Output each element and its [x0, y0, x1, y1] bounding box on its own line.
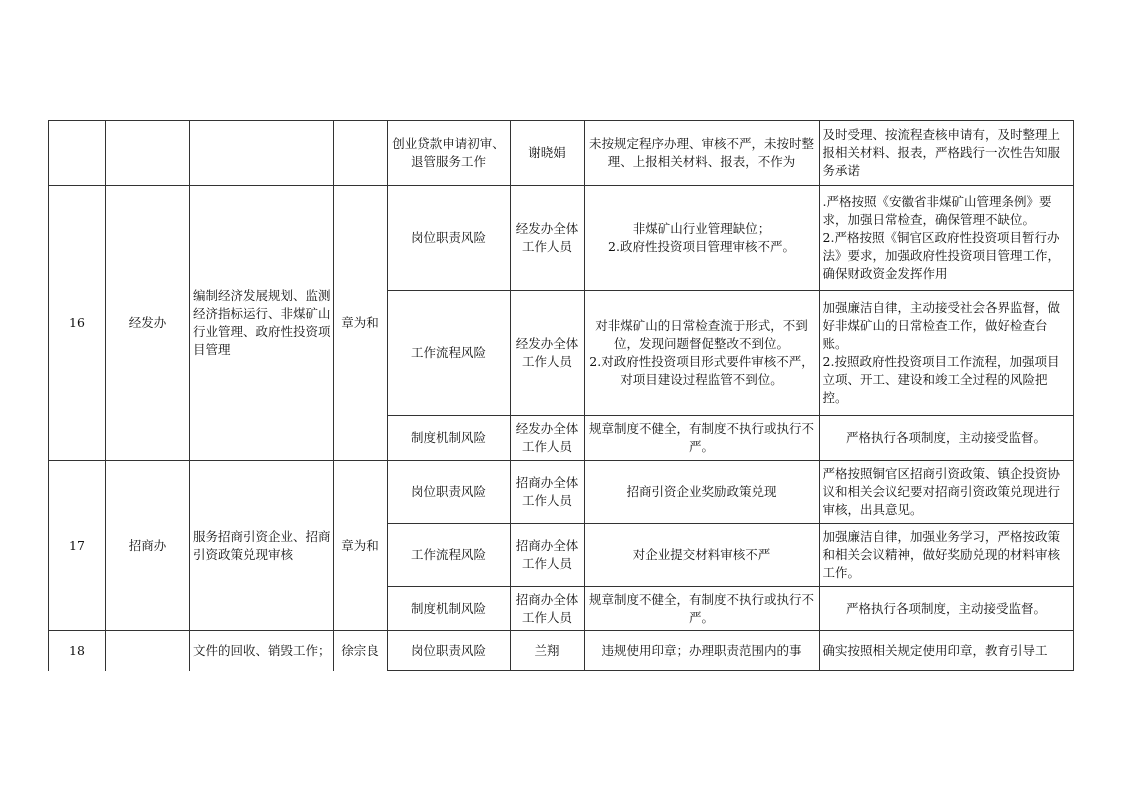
risk-type-cell: 岗位职责风险	[387, 631, 510, 671]
leader-cell: 章为和	[333, 461, 387, 631]
risk-type-cell: 工作流程风险	[387, 524, 510, 587]
duty-cell	[190, 121, 334, 186]
risk-point-cell: 对非煤矿山的日常检查流于形式，不到位，发现问题督促整改不到位。 2.对政府性投资项目形式要件审核不严，对项目建设过程监管不到位。	[584, 291, 819, 416]
table-row	[49, 186, 1074, 291]
leader-cell	[333, 121, 387, 186]
risk-type-cell: 制度机制风险	[387, 587, 510, 631]
person-cell: 招商办全体工作人员	[510, 587, 584, 631]
risk-type-cell: 制度机制风险	[387, 416, 510, 461]
dept-cell: 招商办	[106, 461, 190, 631]
table-row	[49, 631, 1074, 671]
person-cell: 招商办全体工作人员	[510, 461, 584, 524]
person-cell: 经发办全体工作人员	[510, 186, 584, 291]
no-cell: 16	[49, 186, 106, 461]
table-row	[49, 461, 1074, 524]
risk-point-cell: 规章制度不健全，有制度不执行或执行不严。	[584, 416, 819, 461]
leader-cell: 章为和	[333, 186, 387, 461]
task-cell: 创业贷款申请初审、退管服务工作	[387, 121, 510, 186]
measure-cell: 严格执行各项制度，主动接受监督。	[819, 416, 1073, 461]
dept-cell: 经发办	[106, 186, 190, 461]
dept-cell	[106, 631, 190, 671]
risk-point-cell: 违规使用印章；办理职责范围内的事	[584, 631, 819, 671]
measure-cell: .严格按照《安徽省非煤矿山管理条例》要求，加强日常检查，确保管理不缺位。 2.严格按照《铜官区政府性投资项目暂行办法》要求，加强政府性投资项目管理工作，确保财政资金发挥作用	[819, 186, 1073, 291]
duty-cell: 编制经济发展规划、监测经济指标运行、非煤矿山行业管理、政府性投资项目管理	[190, 186, 334, 461]
no-cell: 18	[49, 631, 106, 671]
person-cell: 兰翔	[510, 631, 584, 671]
no-cell	[49, 121, 106, 186]
person-cell: 经发办全体工作人员	[510, 416, 584, 461]
no-cell: 17	[49, 461, 106, 631]
risk-table	[48, 120, 1074, 671]
measure-cell: 及时受理、按流程查核申请有，及时整理上报相关材料、报表，严格践行一次性告知服务承诺	[819, 121, 1073, 186]
risk-point-cell: 对企业提交材料审核不严	[584, 524, 819, 587]
person-cell: 招商办全体工作人员	[510, 524, 584, 587]
dept-cell	[106, 121, 190, 186]
measure-cell: 严格执行各项制度，主动接受监督。	[819, 587, 1073, 631]
measure-cell: 确实按照相关规定使用印章，教育引导工	[819, 631, 1073, 671]
table-row	[49, 121, 1074, 186]
risk-type-cell: 工作流程风险	[387, 291, 510, 416]
leader-cell: 徐宗良	[333, 631, 387, 671]
risk-point-cell: 未按规定程序办理、审核不严，未按时整理、上报相关材料、报表，不作为	[584, 121, 819, 186]
risk-type-cell: 岗位职责风险	[387, 461, 510, 524]
measure-cell: 严格按照铜官区招商引资政策、镇企投资协议和相关会议纪要对招商引资政策兑现进行审核，出具意见。	[819, 461, 1073, 524]
risk-point-cell: 规章制度不健全，有制度不执行或执行不严。	[584, 587, 819, 631]
risk-type-cell: 岗位职责风险	[387, 186, 510, 291]
person-cell: 谢晓娟	[510, 121, 584, 186]
person-cell: 经发办全体工作人员	[510, 291, 584, 416]
duty-cell: 服务招商引资企业、招商引资政策兑现审核	[190, 461, 334, 631]
measure-cell: 加强廉洁自律，主动接受社会各界监督，做好非煤矿山的日常检查工作，做好检查台账。 2.按照政府性投资项目工作流程，加强项目立项、开工、建设和竣工全过程的风险把控。	[819, 291, 1073, 416]
risk-point-cell: 招商引资企业奖励政策兑现	[584, 461, 819, 524]
measure-cell: 加强廉洁自律，加强业务学习，严格按政策和相关会议精神，做好奖励兑现的材料审核工作。	[819, 524, 1073, 587]
risk-point-cell: 非煤矿山行业管理缺位； 2.政府性投资项目管理审核不严。	[584, 186, 819, 291]
duty-cell: 文件的回收、销毁工作；	[190, 631, 334, 671]
